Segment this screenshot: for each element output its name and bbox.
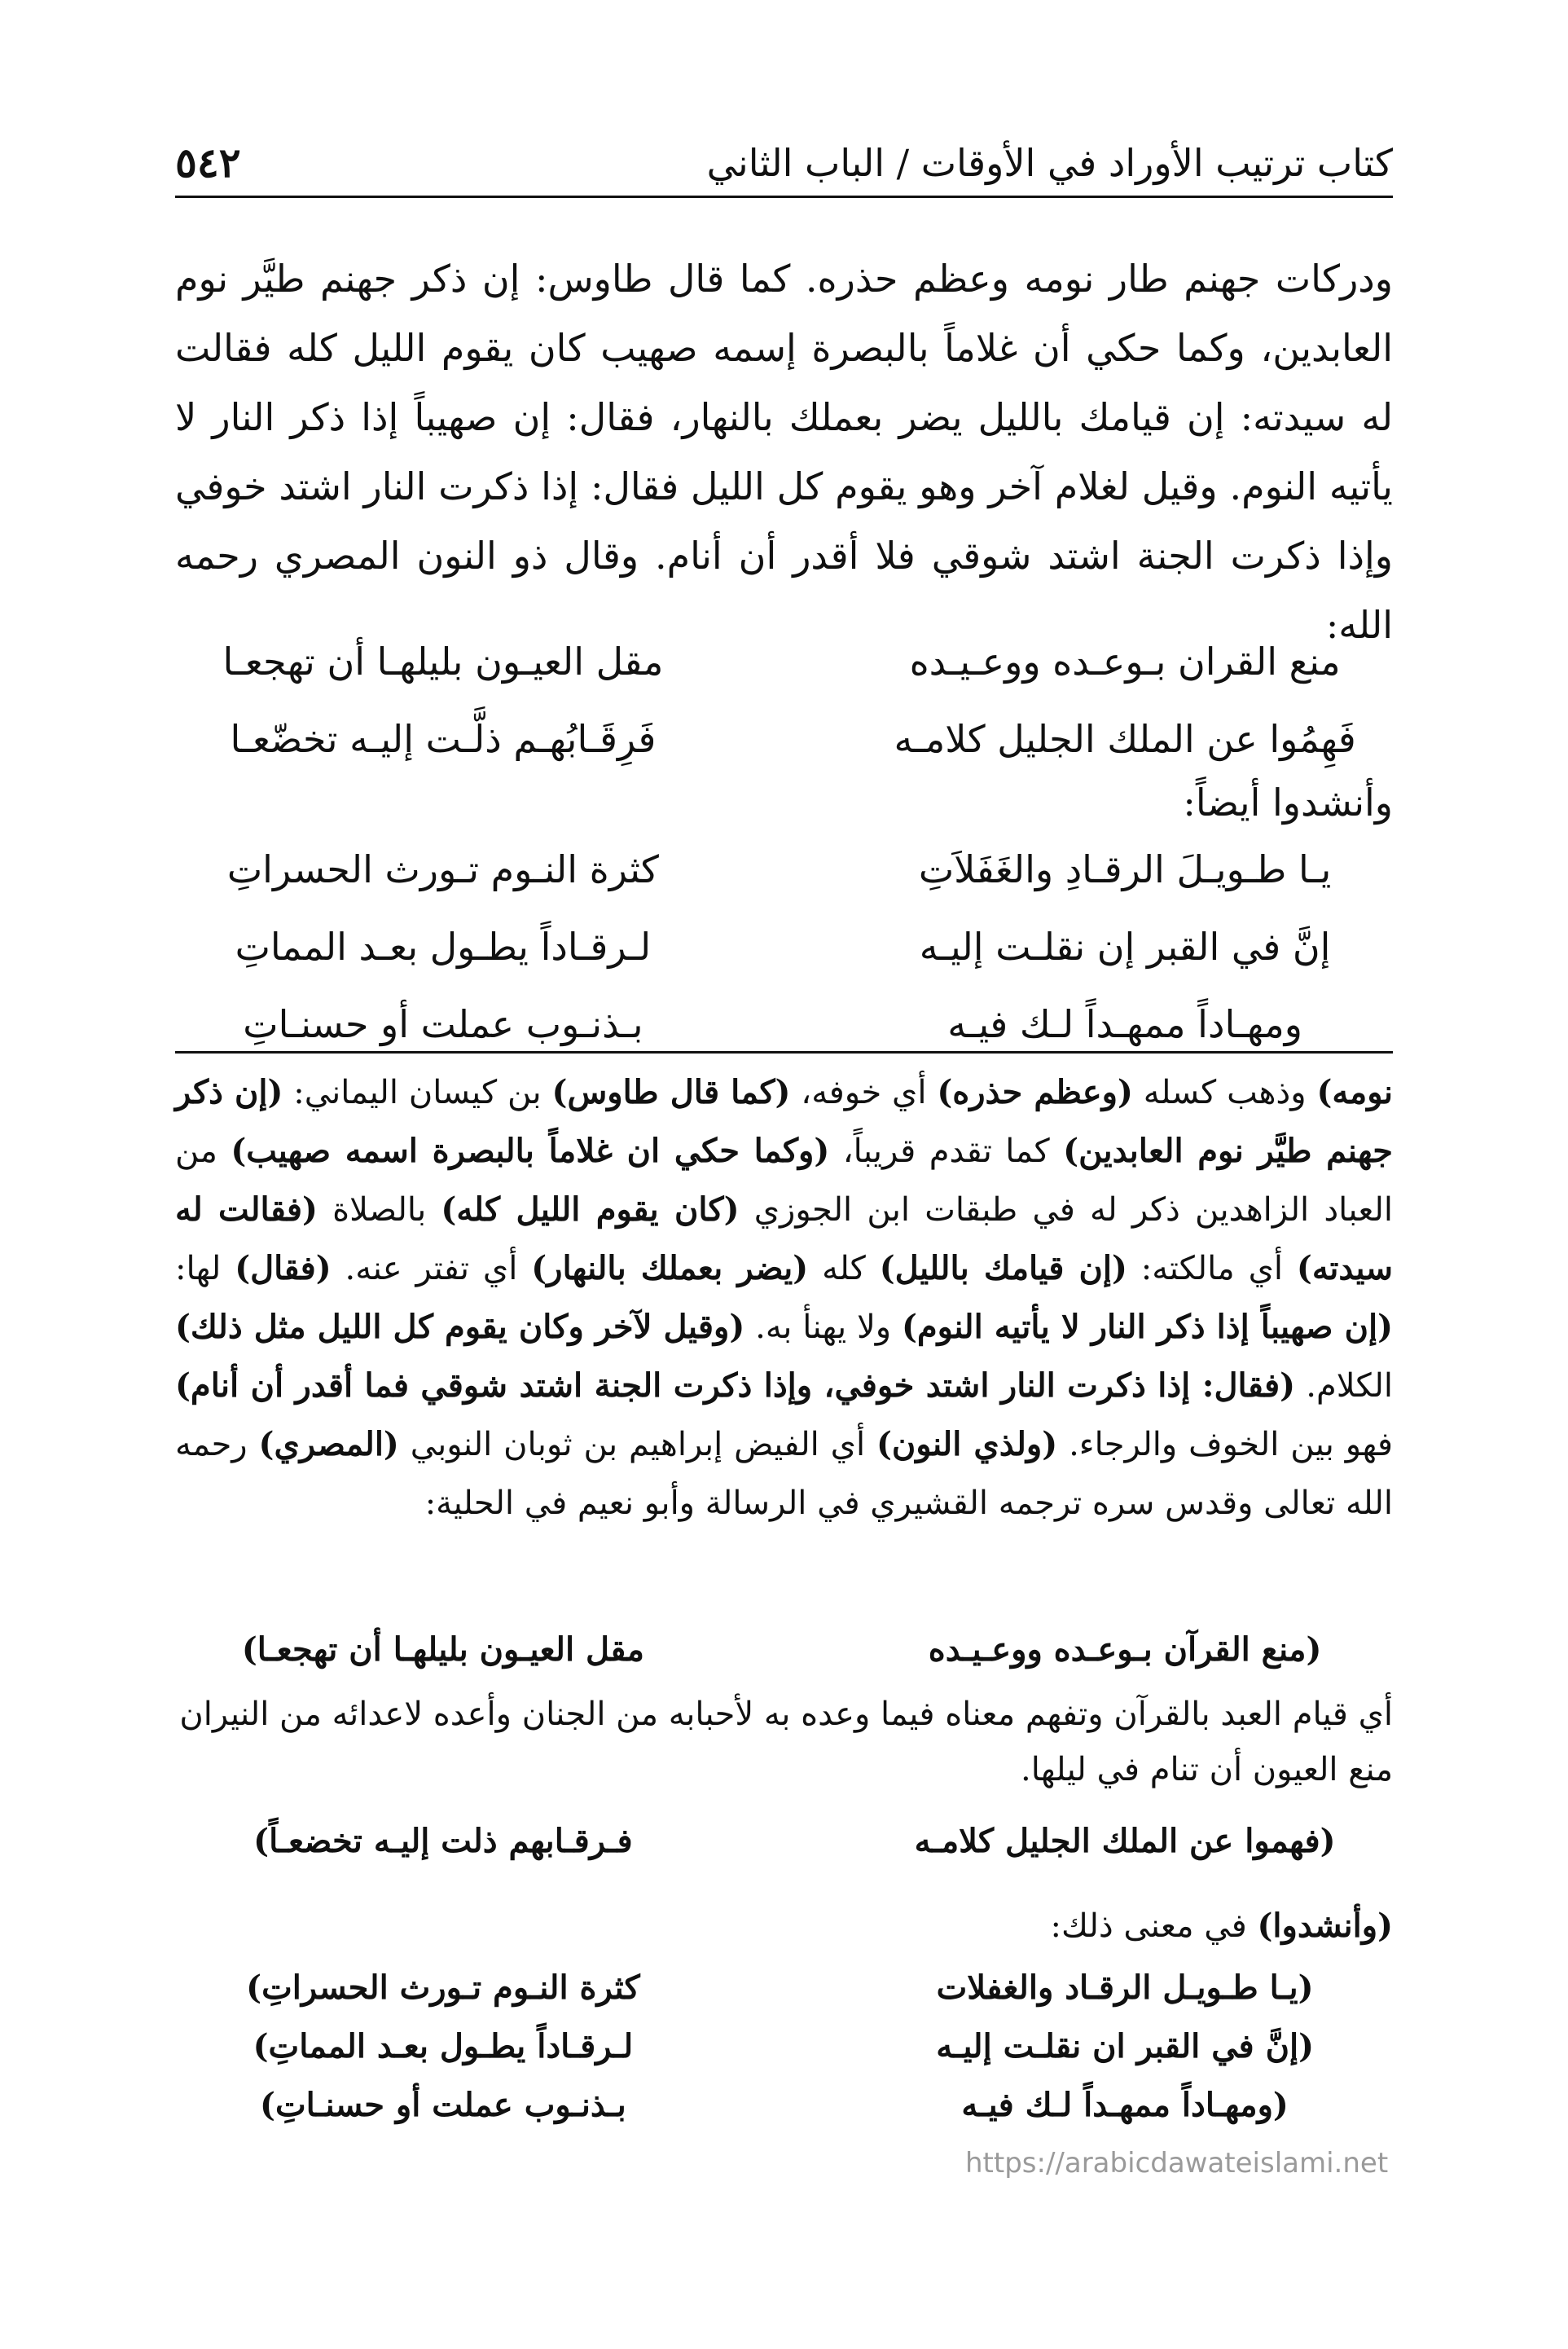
commentary-quoted-run: (وعظم حذره) <box>937 1073 1133 1111</box>
verse-second-hemistich: فَرِقَـابُهـم ذلَّـت إليـه تخضّعـا <box>230 717 657 761</box>
verse-first-hemistich: إنَّ في القبر إن نقلـت إليـه <box>919 925 1331 969</box>
commentary-paragraph <box>175 1063 1393 1533</box>
verse-first-hemistich: (ومهـاداً ممهـداً لـك فيـه <box>961 2086 1289 2124</box>
commentary-quoted-run: (المصري) <box>258 1425 399 1463</box>
commentary-run: فهو بين الخوف والرجاء. <box>1057 1426 1394 1463</box>
verse-second-hemistich: بـذنـوب عملت أو حسنـاتِ) <box>260 2086 626 2124</box>
page-number: ٥٤٢ <box>175 139 241 187</box>
poem-intro: وأنشدوا أيضاً: <box>1183 781 1393 825</box>
verse <box>175 1621 1393 1680</box>
commentary-run: كله <box>808 1250 880 1287</box>
commentary-quoted-run: (إن صهيباً إذا ذكر النار لا يأتيه النوم) <box>901 1308 1394 1346</box>
verse-second-hemistich: لـرقـاداً يطـول بعـد المماتِ <box>235 925 652 969</box>
commentary-run: أي خوفه، <box>790 1074 938 1111</box>
intro-bold: (وأنشدوا) <box>1257 1907 1393 1945</box>
commentary-poem-3 <box>175 1960 1393 2136</box>
verse-first-hemistich: فَهِمُوا عن الملك الجليل كلامـه <box>894 717 1356 761</box>
commentary-run: أي مالكته: <box>1127 1250 1297 1287</box>
commentary-quoted-run: (كما قال طاوس) <box>551 1073 791 1111</box>
commentary-run: الكلام. <box>1295 1367 1394 1405</box>
verse-second-hemistich: بـذنـوب عملت أو حسنـاتِ <box>243 1002 643 1046</box>
poem-long-sleep <box>175 835 1393 1067</box>
verse-second-hemistich: كثرة النـوم تـورث الحسراتِ <box>226 847 659 891</box>
commentary-run: من العباد الزاهدين ذكر له في طبقات ابن الجوزي <box>175 1133 1394 1229</box>
poem-dhu-al-nun <box>175 627 1393 782</box>
main-text <box>175 244 1393 660</box>
verse-first-hemistich: (منع القرآن بـوعـده ووعـيـده <box>928 1630 1322 1669</box>
commentary-quoted-run: (إن قيامك بالليل) <box>879 1249 1127 1287</box>
commentary-verse-1 <box>175 1621 1393 1680</box>
verse <box>175 627 1393 705</box>
commentary-run: لها: <box>175 1250 235 1287</box>
watermark-url: https://arabicdawateislami.net <box>965 2147 1389 2180</box>
verse-first-hemistich: ومهـاداً ممهـداً لـك فيـه <box>947 1002 1302 1046</box>
verse-first-hemistich: (فهموا عن الملك الجليل كلامـه <box>914 1822 1336 1860</box>
commentary-quoted-run: نومه) <box>1316 1073 1394 1111</box>
verse <box>175 1813 1393 1872</box>
commentary-quoted-run: (وقيل لآخر وكان يقوم كل الليل مثل ذلك) <box>175 1308 745 1346</box>
commentary-run: كما تقدم قريباً، <box>829 1133 1064 1170</box>
commentary-quoted-run: (يضر بعملك بالنهار) <box>531 1249 809 1287</box>
verse <box>175 913 1393 990</box>
verse <box>175 705 1393 782</box>
commentary-divider <box>175 1051 1393 1054</box>
verse-first-hemistich: (إنَّ في القبر ان نقلـت إليـه <box>936 2027 1314 2065</box>
verse-second-hemistich: مقل العيـون بليلهـا أن تهجعـا) <box>241 1630 644 1669</box>
verse <box>175 990 1393 1067</box>
body-paragraph: ودركات جهنم طار نومه وعظم حذره. كما قال طاوس: إن ذكر جهنم طيَّر نوم العابدين، وكما حكي أن غلاماً بالبصرة إسمه صهيب كان يقوم الليل كله فقالت له سيدته: إن قيامك بالليل يضر بعملك بالنهار، فقال: إن صهيباً إذا ذكر النار لا يأتيه النوم. وقيل لغلام آخر وهو يقوم كل الليل فقال: إذا ذكرت النار اشتد خوفي وإذا ذكرت الجنة اشتد شوقي فلا أقدر أن أنام. وقال ذو النون المصري رحمه الله: <box>175 257 1393 647</box>
commentary-quoted-run: (فقالت له سيدته) <box>175 1190 1393 1287</box>
verse-first-hemistich: يـا طـويـلَ الرقـادِ والغَفَلاَتِ <box>918 847 1332 891</box>
commentary-quoted-run: (فقال: إذا ذكرت النار اشتد خوفي، وإذا ذكرت الجنة اشتد شوقي فما أقدر أن أنام) <box>175 1366 1296 1405</box>
verse <box>175 1960 1393 2018</box>
verse-second-hemistich: مقل العيـون بليلهـا أن تهجعـا <box>222 640 664 684</box>
commentary-run: بن كيسان اليماني: <box>283 1074 552 1111</box>
commentary-run: ولا يهنأ به. <box>744 1309 902 1346</box>
commentary-run: بالصلاة <box>317 1191 441 1229</box>
commentary <box>175 1063 1393 1533</box>
verse-first-hemistich: منع القران بـوعـده ووعـيـده <box>909 640 1341 684</box>
verse <box>175 835 1393 913</box>
commentary-quoted-run: (وكما حكي ان غلاماً بالبصرة اسمه صهيب) <box>231 1132 830 1170</box>
verse-second-hemistich: لـرقـاداً يطـول بعـد المماتِ) <box>253 2027 634 2065</box>
verse-second-hemistich: فـرقـابهم ذلت إليـه تخضعـاً) <box>253 1822 633 1860</box>
verse <box>175 2018 1393 2077</box>
verse <box>175 2077 1393 2136</box>
verse-explanation <box>175 1687 1393 1797</box>
commentary-poem-intro <box>1051 1898 1393 1954</box>
running-header <box>175 139 1393 198</box>
verse-first-hemistich: (يـا طـويـل الرقـاد والغفلات <box>936 1968 1314 2007</box>
header-title: كتاب ترتيب الأوراد في الأوقات / الباب الثاني <box>706 141 1393 185</box>
verse-second-hemistich: كثرة النـوم تـورث الحسراتِ) <box>246 1968 640 2007</box>
commentary-quoted-run: (ولذي النون) <box>876 1425 1058 1463</box>
verse-explanation-text: أي قيام العبد بالقرآن وتفهم معناه فيما وعده به لأحبابه من الجنان وأعده لاعدائه من النيران منع العيون أن تنام في ليلها. <box>179 1696 1393 1788</box>
commentary-quoted-run: (فقال) <box>235 1249 332 1287</box>
commentary-quoted-run: (كان يقوم الليل كله) <box>441 1190 740 1229</box>
commentary-run: أي تفتر عنه. <box>331 1250 532 1287</box>
commentary-run: رحمه الله تعالى وقدس سره ترجمه القشيري في الرسالة وأبو نعيم في الحلية: <box>175 1426 1393 1522</box>
commentary-run: أي الفيض إبراهيم بن ثوبان النوبي <box>398 1426 876 1463</box>
commentary-verse-2 <box>175 1813 1393 1872</box>
commentary-quoted-run: (إن ذكر جهنم طيَّر نوم العابدين) <box>175 1073 1394 1170</box>
commentary-run: وذهب كسله <box>1132 1074 1317 1111</box>
intro-rest: في معنى ذلك: <box>1050 1907 1258 1945</box>
